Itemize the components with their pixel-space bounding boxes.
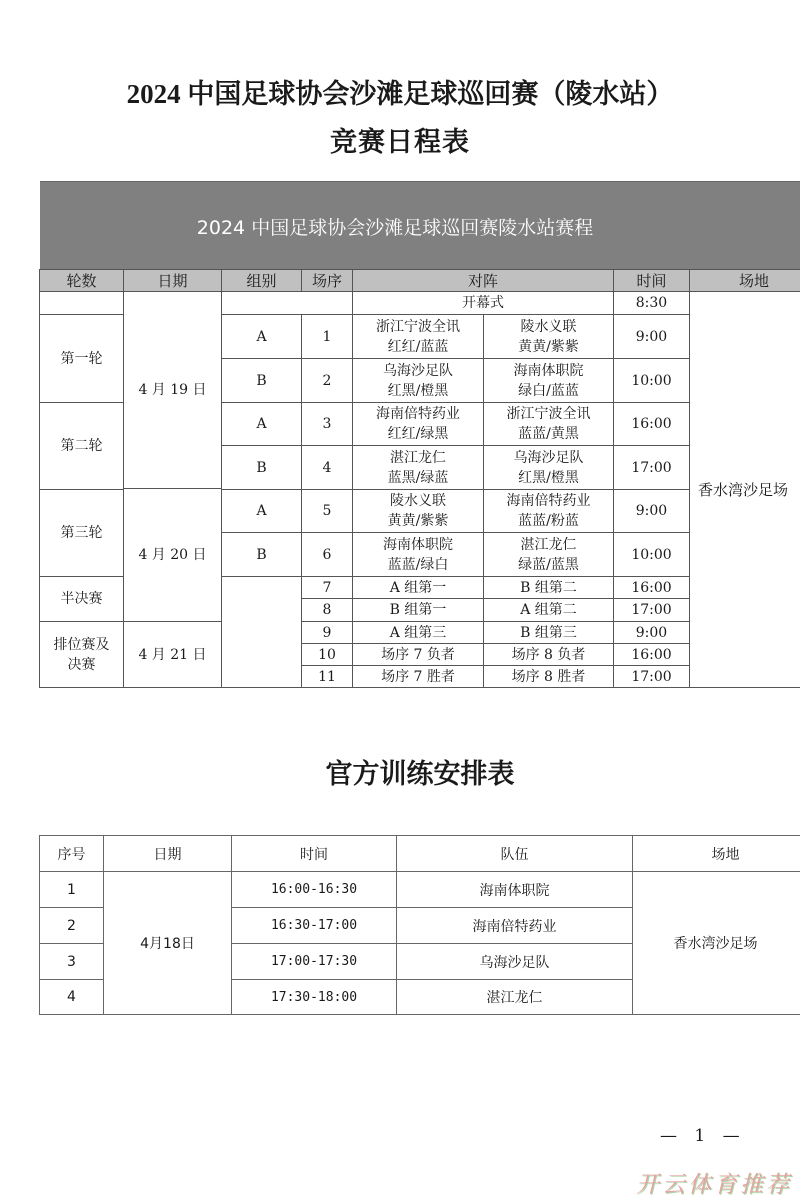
training-row-2-no: 2 — [39, 907, 104, 944]
match-1-away: 陵水义联 黄黄/紫紫 — [483, 314, 614, 359]
match-9-home: A 组第三 — [352, 621, 484, 644]
semifinal-label: 半决赛 — [39, 576, 124, 622]
round-2-label: 第二轮 — [39, 402, 124, 490]
training-row-3-no: 3 — [39, 943, 104, 980]
match-6-away: 湛江龙仁 绿蓝/蓝黑 — [483, 532, 614, 577]
watermark: 开云体育推荐 — [636, 1172, 792, 1198]
training-header-team: 队伍 — [396, 835, 633, 872]
match-8-home: B 组第一 — [352, 598, 484, 622]
training-row-4-time: 17:30-18:00 — [231, 979, 397, 1015]
col-header-round: 轮数 — [39, 269, 124, 292]
match-1-home: 浙江宁波全讯 红红/蓝蓝 — [352, 314, 484, 359]
document-title: 2024 中国足球协会沙滩足球巡回赛（陵水站） — [126, 79, 674, 109]
match-5-away: 海南倍特药业 蓝蓝/粉蓝 — [483, 489, 614, 533]
match-4-group: B — [221, 445, 302, 490]
schedule-banner — [40, 181, 800, 270]
match-7-home: A 组第一 — [352, 576, 484, 599]
match-1-time: 9:00 — [613, 314, 690, 359]
schedule-venue: 香水湾沙足场 — [689, 291, 800, 688]
match-4-no: 4 — [301, 445, 353, 490]
training-row-3-time: 17:00-17:30 — [231, 943, 397, 980]
training-header-time: 时间 — [231, 835, 397, 872]
match-6-group: B — [221, 532, 302, 577]
match-5-time: 9:00 — [613, 489, 690, 533]
match-5-home: 陵水义联 黄黄/紫紫 — [352, 489, 484, 533]
col-header-venue: 场地 — [689, 269, 800, 292]
match-11-no: 11 — [301, 665, 353, 688]
date-apr-19: 4 月 19 日 — [123, 291, 222, 489]
match-1-no: 1 — [301, 314, 353, 359]
match-8-time: 17:00 — [613, 598, 690, 622]
match-5-group: A — [221, 489, 302, 533]
match-2-no: 2 — [301, 358, 353, 403]
match-9-time: 9:00 — [613, 621, 690, 644]
training-row-3-team: 乌海沙足队 — [396, 943, 633, 980]
training-venue: 香水湾沙足场 — [632, 871, 800, 1015]
match-2-home: 乌海沙足队 红黑/橙黑 — [352, 358, 484, 403]
match-7-time: 16:00 — [613, 576, 690, 599]
opening-round-cell — [39, 291, 124, 315]
match-10-home: 场序 7 负者 — [352, 643, 484, 666]
training-row-4-team: 湛江龙仁 — [396, 979, 633, 1015]
col-header-time: 时间 — [613, 269, 690, 292]
match-3-away: 浙江宁波全讯 蓝蓝/黄黑 — [483, 402, 614, 446]
match-8-away: A 组第二 — [483, 598, 614, 622]
match-3-no: 3 — [301, 402, 353, 446]
match-10-no: 10 — [301, 643, 353, 666]
training-header-no: 序号 — [39, 835, 104, 872]
match-5-no: 5 — [301, 489, 353, 533]
col-header-group: 组别 — [221, 269, 302, 292]
training-row-4-no: 4 — [39, 979, 104, 1015]
page-number: — 1 — — [660, 1126, 746, 1146]
match-10-away: 场序 8 负者 — [483, 643, 614, 666]
training-header-venue: 场地 — [632, 835, 800, 872]
match-11-home: 场序 7 胜者 — [352, 665, 484, 688]
col-header-match-no: 场序 — [301, 269, 353, 292]
opening-group-cell — [221, 291, 353, 315]
match-3-group: A — [221, 402, 302, 446]
match-3-home: 海南倍特药业 红红/绿黑 — [352, 402, 484, 446]
document-subtitle: 竞赛日程表 — [330, 127, 470, 157]
match-3-time: 16:00 — [613, 402, 690, 446]
match-11-time: 17:00 — [613, 665, 690, 688]
training-row-1-no: 1 — [39, 871, 104, 908]
training-row-2-time: 16:30-17:00 — [231, 907, 397, 944]
match-2-group: B — [221, 358, 302, 403]
match-7-away: B 组第二 — [483, 576, 614, 599]
training-row-1-team: 海南体职院 — [396, 871, 633, 908]
opening-ceremony-time: 8:30 — [613, 291, 690, 315]
training-title: 官方训练安排表 — [325, 759, 515, 789]
match-4-home: 湛江龙仁 蓝黑/绿蓝 — [352, 445, 484, 490]
match-10-time: 16:00 — [613, 643, 690, 666]
date-apr-21: 4 月 21 日 — [123, 621, 222, 688]
training-date: 4月18日 — [103, 871, 232, 1015]
col-header-matchup: 对阵 — [352, 269, 614, 292]
match-1-group: A — [221, 314, 302, 359]
date-apr-20: 4 月 20 日 — [123, 488, 222, 622]
final-round-label: 排位赛及 决赛 — [39, 621, 124, 688]
match-6-no: 6 — [301, 532, 353, 577]
schedule-banner-text: 2024 中国足球协会沙滩足球巡回赛陵水站赛程 — [196, 216, 594, 239]
training-row-1-time: 16:00-16:30 — [231, 871, 397, 908]
knockout-group-cell — [221, 576, 302, 688]
match-2-away: 海南体职院 绿白/蓝蓝 — [483, 358, 614, 403]
round-3-label: 第三轮 — [39, 489, 124, 577]
match-4-away: 乌海沙足队 红黑/橙黑 — [483, 445, 614, 490]
opening-ceremony-label: 开幕式 — [352, 291, 614, 315]
training-header-date: 日期 — [103, 835, 232, 872]
match-9-away: B 组第三 — [483, 621, 614, 644]
col-header-date: 日期 — [123, 269, 222, 292]
match-7-no: 7 — [301, 576, 353, 599]
training-row-2-team: 海南倍特药业 — [396, 907, 633, 944]
match-4-time: 17:00 — [613, 445, 690, 490]
match-6-home: 海南体职院 蓝蓝/绿白 — [352, 532, 484, 577]
match-2-time: 10:00 — [613, 358, 690, 403]
match-8-no: 8 — [301, 598, 353, 622]
match-9-no: 9 — [301, 621, 353, 644]
round-1-label: 第一轮 — [39, 314, 124, 403]
match-6-time: 10:00 — [613, 532, 690, 577]
match-11-away: 场序 8 胜者 — [483, 665, 614, 688]
